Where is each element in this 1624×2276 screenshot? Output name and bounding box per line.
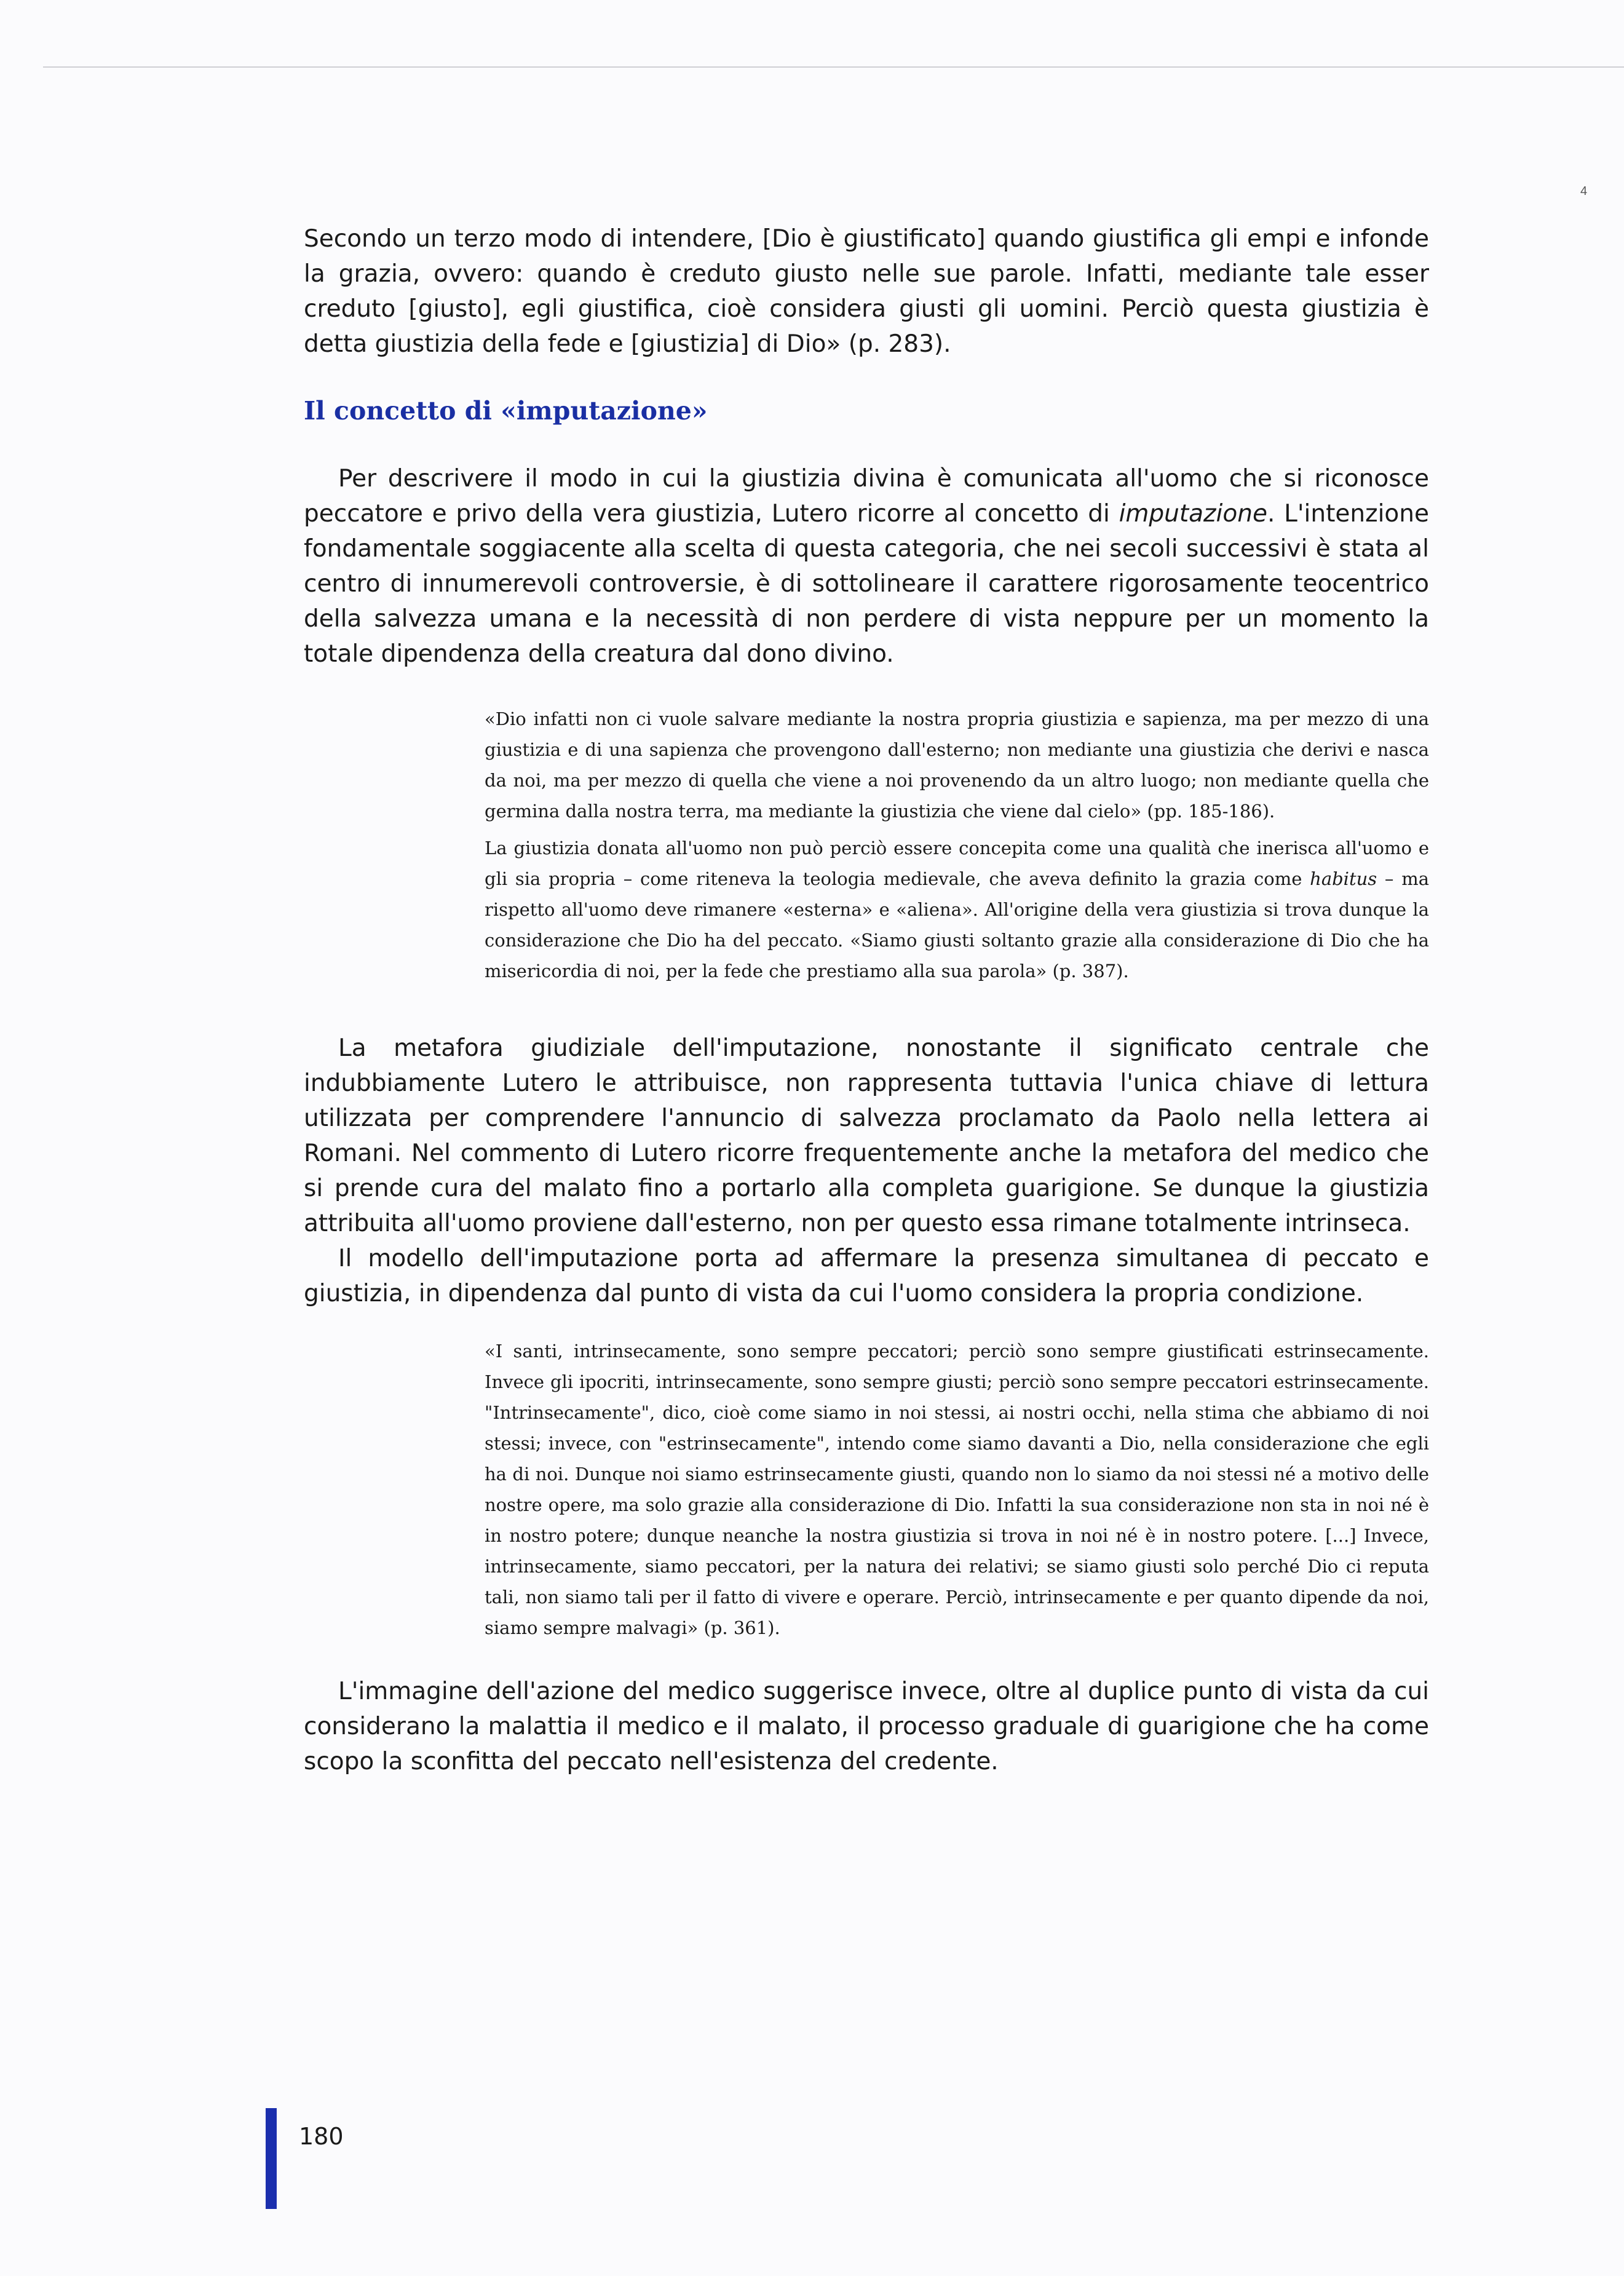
block-quote-1: «Dio infatti non ci vuole salvare mediante la nostra propria giustizia e sapienza, ma per mezzo di una giustizia e di una sapienza che provengono dall'esterno; non mediante una giustizia che derivi e nasca da noi, ma per mezzo di quella che viene a noi provenendo da un altro luogo; non mediante quella che germina dalla nostra terra, ma mediante la giustizia che viene dal cielo» (pp. 185-186).: [485, 708, 1429, 822]
paragraph-2-after: . L'intenzione fondamentale soggiacente alla scelta di questa categoria, che nei secoli successivi è stata al centro di innumerevoli controversie, è di sottolineare il carattere rigorosamente teocentrico della salvezza umana e la necessità di non perdere di vista neppure per un momento la totale dipendenza della creatura dal dono divino.: [304, 500, 1429, 668]
section-heading: Il concetto di «imputazione»: [304, 396, 708, 426]
quote-1b-before: La giustizia donata all'uomo non può perciò essere concepita come una qualità che inerisca all'uomo e gli sia propria – come riteneva la teologia medievale, che aveva definito la grazia come: [485, 838, 1429, 889]
paragraph-2: [304, 461, 1429, 672]
page-content: [304, 221, 1429, 1779]
top-rule: [43, 66, 1624, 68]
folio-bar: [266, 2108, 277, 2209]
paragraph-2-before: Per descrivere il modo in cui la giustizia divina è comunicata all'uomo che si riconosce peccatore e privo della vera giustizia, Lutero ricorre al concetto di: [304, 465, 1429, 528]
block-quote-2: «I santi, intrinsecamente, sono sempre peccatori; perciò sono sempre giustificati estrinsecamente. Invece gli ipocriti, intrinsecamente, sono sempre giusti; perciò sono sempre peccatori estrinsecamente. "Intrinsecamente", dico, cioè come siamo in noi stessi, ai nostri occhi, nella stima che abbiamo di noi stessi; invece, con "estrinsecamente", intendo come siamo davanti a Dio, nella considerazione che egli ha di noi. Dunque noi siamo estrinsecamente giusti, quando non lo siamo da noi stessi né a motivo delle nostre opere, ma solo grazie alla considerazione di Dio. Infatti la sua considerazione non sta in noi né è in nostro potere; dunque neanche la nostra giustizia si trova in noi né è in nostro potere. [...] Invece, intrinsecamente, siamo peccatori, per la natura dei relativi; se siamo giusti solo perché Dio ci reputa tali, non siamo tali per il fatto di vivere e operare. Perciò, intrinsecamente e per quanto dipende da noi, siamo sempre malvagi» (p. 361).: [485, 1341, 1429, 1638]
quote-1b-italic: habitus: [1310, 868, 1377, 889]
paragraph-5: L'immagine dell'azione del medico suggerisce invece, oltre al duplice punto di vista da cui considerano la malattia il medico e il malato, il processo graduale di guarigione che ha come scopo la sconfitta del peccato nell'esistenza del credente.: [304, 1678, 1429, 1775]
paragraph-2-italic: imputazione: [1119, 500, 1267, 528]
paragraph-4: Il modello dell'imputazione porta ad affermare la presenza simultanea di peccato e giustizia, in dipendenza dal punto di vista da cui l'uomo considera la propria condizione.: [304, 1245, 1429, 1307]
paragraph-3: La metafora giudiziale dell'imputazione, nonostante il significato centrale che indubbiamente Lutero le attribuisce, non rappresenta tuttavia l'unica chiave di lettura utilizzata per comprendere l'annuncio di salvezza proclamato da Paolo nella lettera ai Romani. Nel commento di Lutero ricorre frequentemente anche la metafora del medico che si prende cura del malato fino a portarlo alla completa guarigione. Se dunque la giustizia attribuita all'uomo proviene dall'esterno, non per questo essa rimane totalmente intrinseca.: [304, 1034, 1429, 1237]
page-number: 180: [299, 2123, 344, 2150]
block-quote-1b: [485, 833, 1429, 986]
paragraph-1: Secondo un terzo modo di intendere, [Dio è giustificato] quando giustifica gli empi e infonde la grazia, ovvero: quando è creduto giusto nelle sue parole. Infatti, mediante tale esser creduto [giusto], egli giustifica, cioè considera giusti gli uomini. Perciò questa giustizia è detta giustizia della fede e [giustizia] di Dio» (p. 283).: [304, 225, 1429, 358]
corner-mark: 4: [1580, 184, 1588, 198]
quote-1b-after: – ma rispetto all'uomo deve rimanere «esterna» e «aliena». All'origine della vera giustizia si trova dunque la considerazione che Dio ha del peccato. «Siamo giusti soltanto grazie alla considerazione di Dio che ha misericordia di noi, per la fede che prestiamo alla sua parola» (p. 387).: [485, 868, 1429, 981]
